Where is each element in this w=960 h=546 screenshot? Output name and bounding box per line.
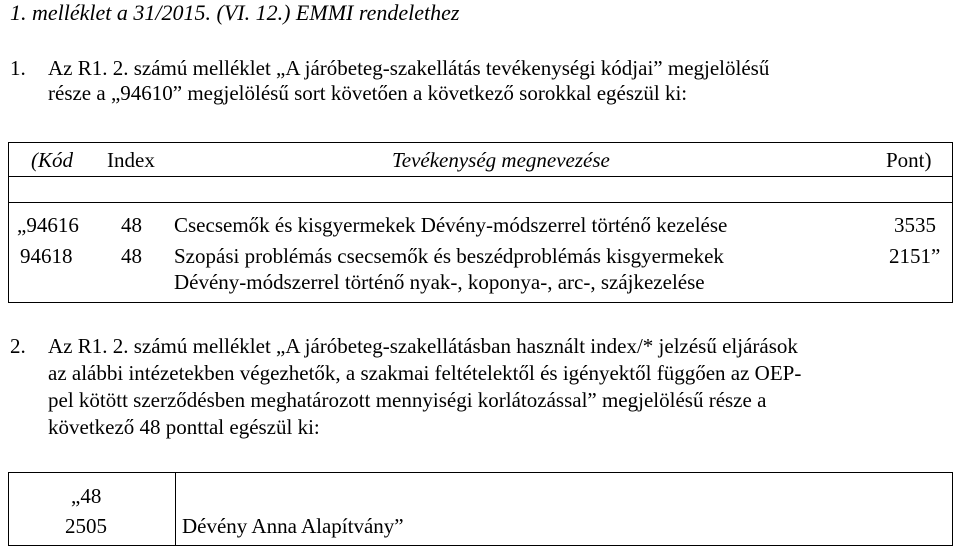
section-1-number: 1. [10, 56, 26, 80]
header-code: (Kód [31, 148, 73, 172]
header-index: Index [107, 148, 155, 172]
row-2-activity-line-1: Szopási problémás csecsemők és beszédproblémás kisgyermekek [174, 244, 724, 268]
section-1-line-1 [10, 56, 950, 81]
row-1-activity: Csecsemők és kisgyermekek Dévény-módszerrel történő kezelése [174, 213, 728, 237]
section-1-paragraph [10, 56, 950, 106]
institutions-table [8, 472, 953, 546]
row-2-points: 2151” [889, 244, 941, 268]
institutions-row [9, 473, 953, 546]
section-2-text-3: pel kötött szerződésben meghatározott mennyiségi korlátozással” megjelölésű része a [48, 388, 767, 412]
institution-code: 2505 [65, 514, 107, 538]
table-blank-row [9, 177, 953, 203]
header-points: Pont) [886, 148, 932, 172]
section-1-text-2: része a „94610” megjelölésű sort követően a következő sorokkal egészül ki: [48, 81, 688, 105]
row-2-index: 48 [121, 244, 142, 268]
index-label: „48 [71, 484, 102, 508]
row-2-activity-line-2: Dévény-módszerrel történő nyak-, koponya-, arc-, szájkezelése [174, 270, 705, 294]
section-2-line-1 [10, 333, 950, 360]
document-header: 1. melléklet a 31/2015. (VI. 12.) EMMI rendelethez [10, 0, 460, 25]
section-2-text-2: az alábbi intézetekben végezhetők, a szakmai feltételektől és igényektől függően az OEP- [48, 361, 802, 385]
section-1-text-1: Az R1. 2. számú melléklet „A járóbeteg-szakellátás tevékenységi kódjai” megjelölésű [48, 56, 770, 80]
section-2-text-1: Az R1. 2. számú melléklet „A járóbeteg-szakellátásban használt index/* jelzésű eljárások [48, 334, 798, 358]
institution-name: Dévény Anna Alapítvány” [182, 514, 404, 538]
row-1-code: „94616 [17, 213, 79, 237]
section-2-paragraph [10, 333, 950, 441]
header-activity: Tevékenység megnevezése [392, 148, 610, 172]
table-data-rows [9, 203, 953, 303]
row-2-code: 94618 [20, 244, 73, 268]
row-1-index: 48 [121, 213, 142, 237]
table-header-row [9, 143, 953, 177]
section-2-number: 2. [10, 334, 26, 358]
section-2-text-4: következő 48 ponttal egészül ki: [48, 415, 320, 439]
row-1-points: 3535 [894, 213, 936, 237]
activity-codes-table [8, 142, 953, 303]
